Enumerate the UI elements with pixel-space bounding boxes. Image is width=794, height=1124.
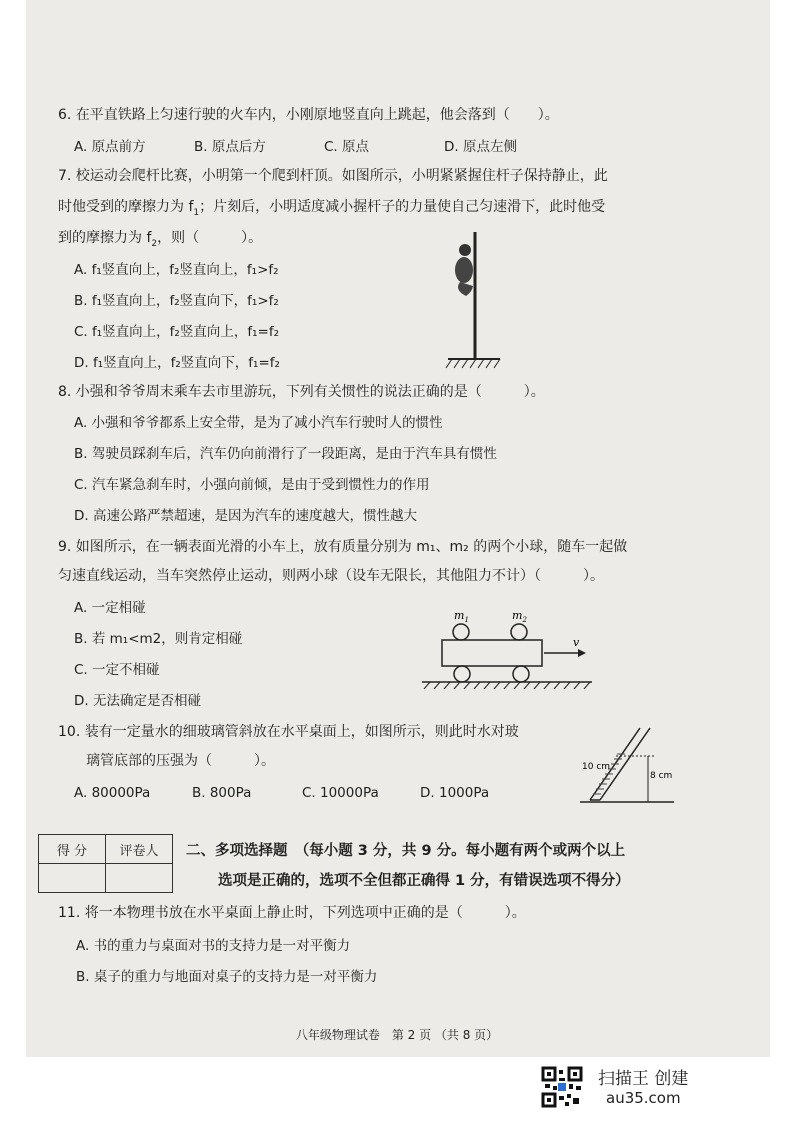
question-7-line1: 7. 校运动会爬杆比赛，小明第一个爬到杆顶。如图所示，小明紧紧握住杆子保持静止，此: [58, 168, 608, 184]
score-cell: [39, 864, 106, 893]
q7-option-a: A. f₁竖直向上，f₂竖直向上，f₁>f₂: [74, 262, 279, 278]
q10-option-b: B. 800Pa: [192, 785, 252, 801]
question-8: 8. 小强和爷爷周末乘车去市里游玩，下列有关惯性的说法正确的是（ ）。: [58, 384, 545, 400]
q10-option-a: A. 80000Pa: [74, 785, 151, 801]
cart-with-balls-figure: [420, 608, 596, 690]
question-7-line2: 时他受到的摩擦力为 $f_1$；片刻后，小明适度减小握杆子的力量使自己匀速滑下，此时他受: [58, 199, 606, 218]
q6-option-b: B. 原点后方: [194, 139, 266, 155]
scanner-brand: 扫描王 创建: [598, 1069, 689, 1089]
tube-length-label: 10 cm: [582, 762, 611, 772]
scanner-url: au35.com: [606, 1089, 681, 1107]
q6-option-a: A. 原点前方: [74, 139, 146, 155]
q11-option-a: A. 书的重力与桌面对书的支持力是一对平衡力: [76, 938, 351, 954]
section-2-heading-line2: 选项是正确的，选项不全但都正确得 1 分，有错误选项不得分）: [218, 873, 630, 889]
question-10-line1: 10. 装有一定量水的细玻璃管斜放在水平桌面上，如图所示，则此时水对玻: [58, 724, 519, 740]
water-height-label: 8 cm: [650, 771, 673, 781]
q7-text: 时他受到的摩擦力为 f: [58, 199, 194, 215]
question-10-line2: 璃管底部的压强为（ ）。: [86, 753, 275, 769]
question-6: 6. 在平直铁路上匀速行驶的火车内，小刚原地竖直向上跳起，他会落到（ ）。: [58, 107, 559, 123]
grader-header: 评卷人: [106, 835, 173, 864]
score-table: [38, 834, 173, 893]
question-9-line1: 9. 如图所示，在一辆表面光滑的小车上，放有质量分别为 m₁、m₂ 的两个小球，随车一起做: [58, 539, 628, 555]
question-11: 11. 将一本物理书放在水平桌面上静止时，下列选项中正确的是（ ）。: [58, 905, 526, 921]
q9-option-b: B. 若 m₁<m2，则肯定相碰: [74, 631, 243, 647]
m2-label: $m_2$: [512, 609, 527, 624]
q8-option-c: C. 汽车紧急刹车时，小强向前倾，是由于受到惯性力的作用: [74, 477, 430, 493]
q9-option-a: A. 一定相碰: [74, 600, 146, 616]
exam-paper: [26, 0, 770, 1057]
score-header: 得 分: [39, 835, 106, 864]
q8-option-a: A. 小强和爷爷都系上安全带，是为了减小汽车行驶时人的惯性: [74, 415, 443, 431]
m1-label: $m_1$: [454, 609, 469, 624]
q7-text: ；片刻后，小明适度减小握杆子的力量使自己匀速滑下，此时他受: [199, 199, 606, 215]
section-2-heading-line1: 二、多项选择题 （每小题 3 分，共 9 分。每小题有两个或两个以上: [186, 843, 626, 859]
q7-option-c: C. f₁竖直向上，f₂竖直向上，f₁=f₂: [74, 324, 279, 340]
pole-climber-figure: [440, 232, 510, 372]
q6-option-c: C. 原点: [324, 139, 370, 155]
q9-option-c: C. 一定不相碰: [74, 662, 160, 678]
q7-text: 到的摩擦力为 f: [58, 230, 152, 246]
grader-cell: [106, 864, 173, 893]
question-7-line3: 到的摩擦力为 $f_2$，则（ ）。: [58, 230, 263, 249]
q7-option-d: D. f₁竖直向上，f₂竖直向下，f₁=f₂: [74, 355, 280, 371]
q11-option-b: B. 桌子的重力与地面对桌子的支持力是一对平衡力: [76, 969, 378, 985]
q7-option-b: B. f₁竖直向上，f₂竖直向下，f₁>f₂: [74, 293, 279, 309]
q8-option-b: B. 驾驶员踩刹车后，汽车仍向前滑行了一段距离，是由于汽车具有惯性: [74, 446, 497, 462]
q9-option-d: D. 无法确定是否相碰: [74, 693, 201, 709]
velocity-label: v: [573, 636, 580, 649]
q6-option-d: D. 原点左侧: [444, 139, 517, 155]
q8-option-d: D. 高速公路严禁超速，是因为汽车的速度越大，惯性越大: [74, 508, 417, 524]
qr-code-icon: [541, 1066, 583, 1108]
tilted-tube-figure: [578, 722, 678, 808]
page-footer: 八年级物理试卷 第 2 页 （共 8 页）: [295, 1028, 499, 1042]
q10-option-d: D. 1000Pa: [420, 785, 490, 801]
q7-text: ，则（ ）。: [157, 230, 263, 246]
q10-option-c: C. 10000Pa: [302, 785, 379, 801]
question-9-line2: 匀速直线运动，当车突然停止运动，则两小球（设车无限长，其他阻力不计）（ ）。: [58, 568, 604, 584]
